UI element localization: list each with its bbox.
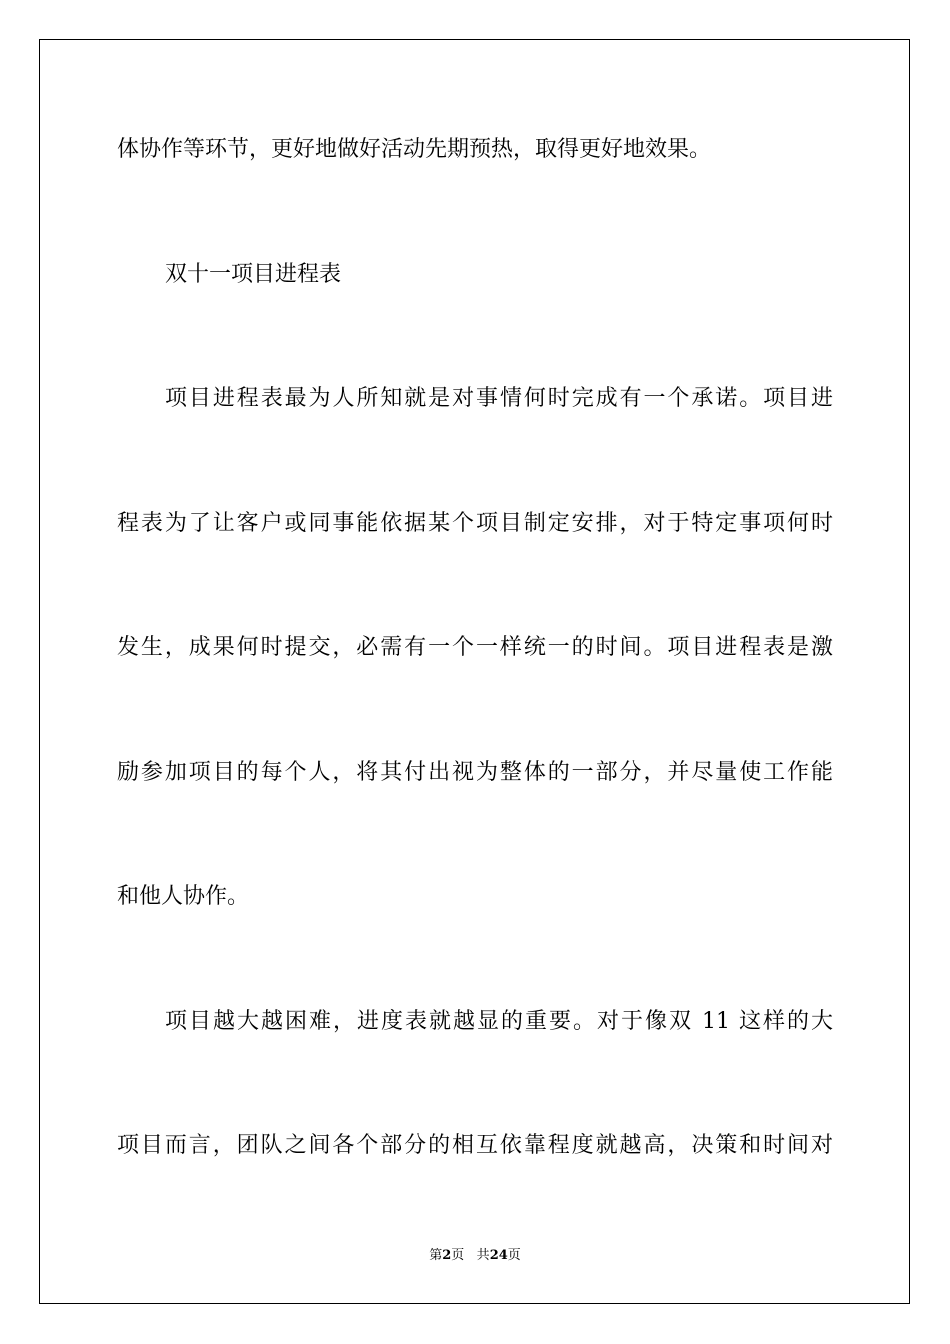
paragraph-line: 发生，成果何时提交，必需有一个一样统一的时间。项目进程表是激 (117, 635, 833, 660)
total-prefix: 共 (476, 1248, 490, 1263)
paragraph-line: 和他人协作。 (117, 884, 250, 909)
paragraph-line: 项目越大越困难，进度表就越显的重要。对于像双 11 这样的大 (165, 1009, 833, 1034)
page-border (39, 39, 910, 1304)
total-suffix: 页 (507, 1248, 521, 1263)
paragraph-line: 项目进程表最为人所知就是对事情何时完成有一个承诺。项目进 (165, 386, 833, 411)
section-heading: 双十一项目进程表 (165, 262, 342, 287)
page-prefix: 第 (429, 1248, 443, 1263)
page-number: 2 (442, 1248, 452, 1263)
paragraph-line: 体协作等环节，更好地做好活动先期预热，取得更好地效果。 (117, 137, 712, 162)
page-footer (0, 1247, 950, 1265)
paragraph-line: 励参加项目的每个人，将其付出视为整体的一部分，并尽量使工作能 (117, 760, 833, 785)
total-pages: 24 (489, 1248, 508, 1263)
paragraph-line: 程表为了让客户或同事能依据某个项目制定安排，对于特定事项何时 (117, 511, 833, 536)
page-suffix: 页 (451, 1248, 465, 1263)
paragraph-line: 项目而言，团队之间各个部分的相互依靠程度就越高，决策和时间对 (117, 1133, 833, 1158)
